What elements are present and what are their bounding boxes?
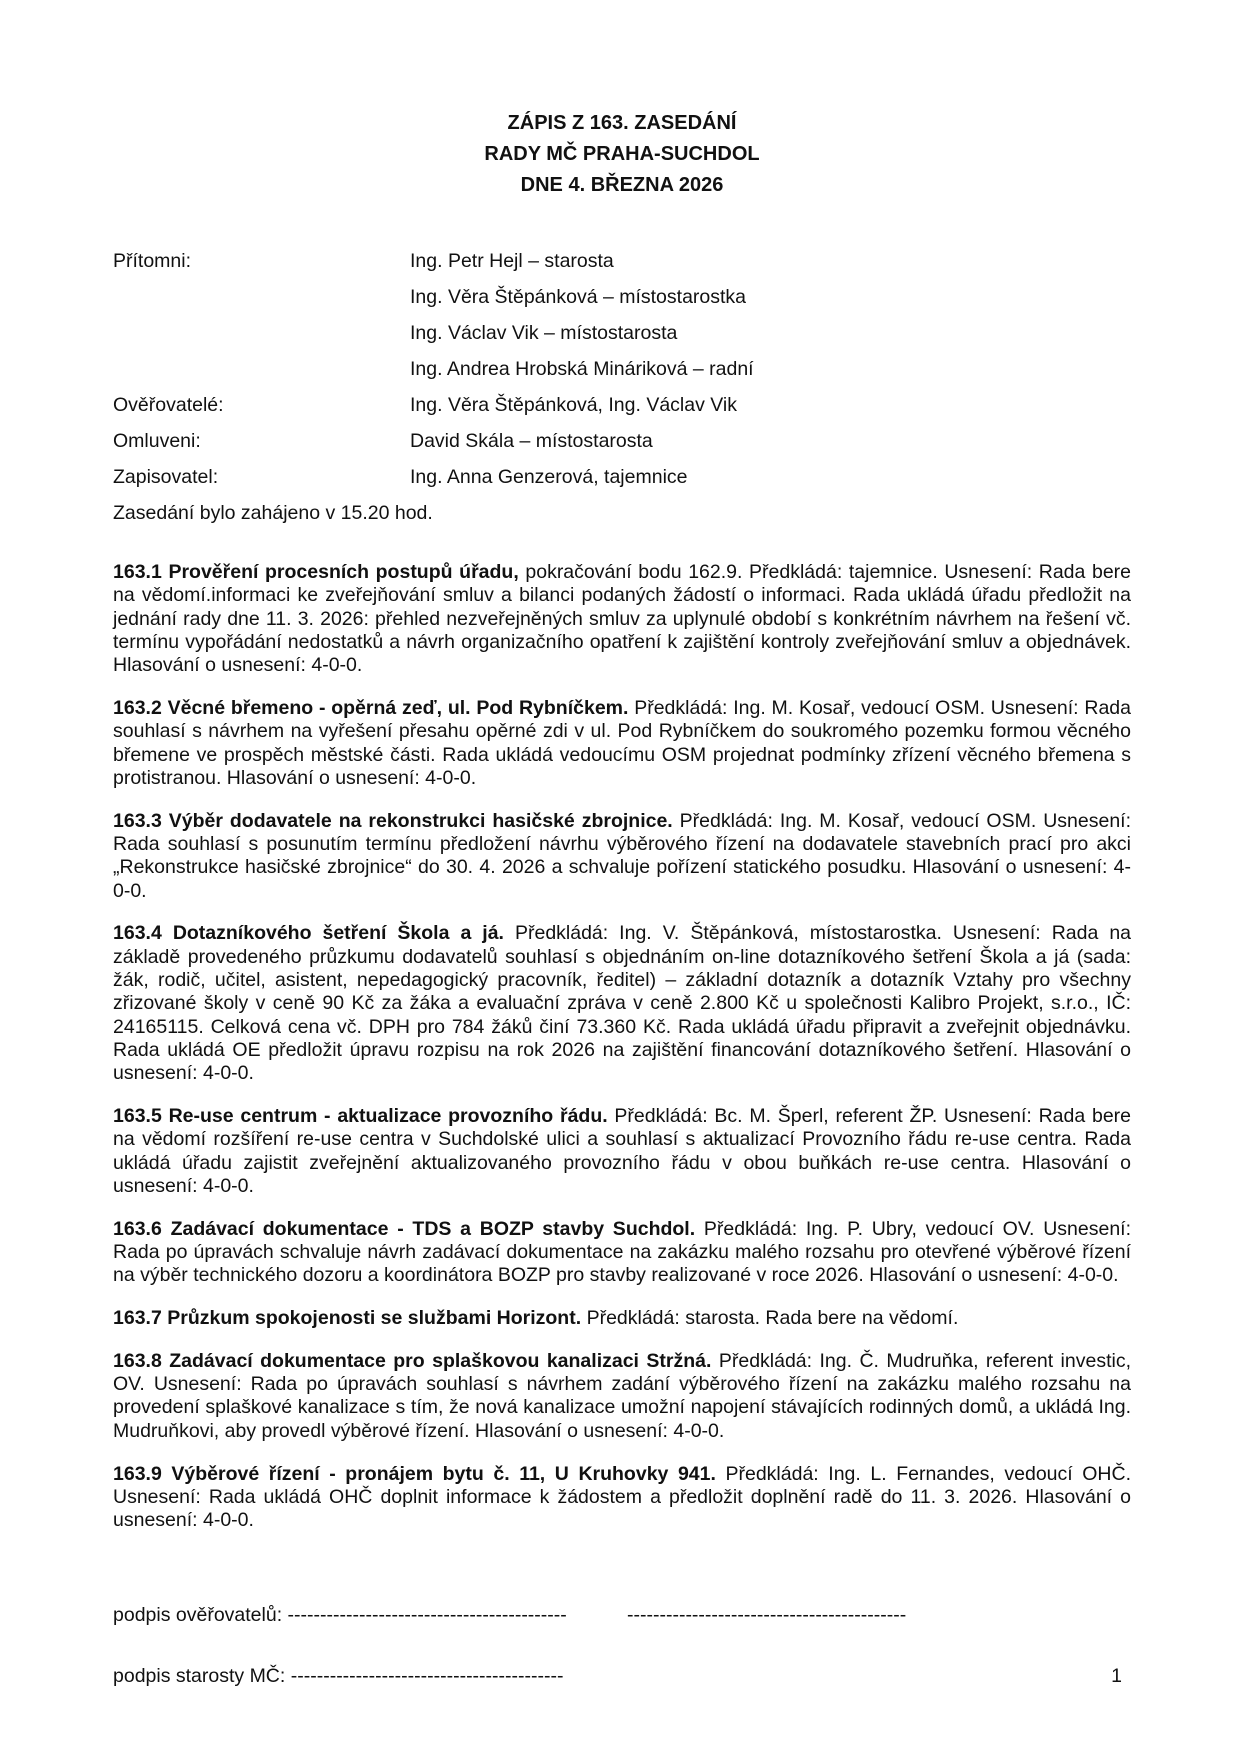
excused-value: David Skála – místostarosta [410,430,653,452]
verifiers-label: Ověřovatelé: [113,394,224,416]
item-number: 163.6 [113,1217,162,1240]
item-body: Předkládá: Ing. V. Štěpánková, místostarostka. Usnesení: Rada na základě provedeného průzkumu dodavatelů souhlasí s objednáním on-line dotazníkového šetření Škola a já (sada: žák, rodič, učitel, asistent, nepedagogický pracovník, ředitel) – základní dotazník a dotazník Vztahy pro všechny zřizované školy v ceně 90 Kč za žáka a evaluační zpráva v ceně 2.800 Kč u společnosti Kalibro Projekt, s.r.o., IČ: 24165115. Celková cena vč. DPH pro 784 žáků činí 73.360 Kč. Rada ukládá úřadu připravit a zveřejnit objednávku. Rada ukládá OE předložit úpravu rozpisu na rok 2026 na zajištění financování dotazníkového šetření. Hlasování o usnesení: 4-0-0. [113,922,1132,1085]
item-heading: Zadávací dokumentace pro splaškovou kanalizaci Stržná. [169,1349,712,1372]
item-body: Předkládá: Ing. M. Kosař, vedoucí OSM. Usnesení: Rada souhlasí s návrhem na vyřešení přesahu opěrné zdi v ul. Pod Rybníčkem do soukromého pozemku formou věcného břemene ve prospěch městské části. Rada ukládá vedoucímu OSM projednat podmínky zřízení věcného břemena s protistranou. Hlasování o usnesení: 4-0-0. [113,696,1131,789]
signature-block [113,1603,1131,1689]
attendance-block [113,243,1131,531]
verifiers-signature-line: ------------------------------------------- [627,1604,907,1626]
item-body: Předkládá: starosta. Rada bere na vědomí. [586,1307,959,1330]
agenda-item [113,1218,1131,1288]
recorder-row [113,459,1131,495]
present-label: Přítomni: [113,250,192,272]
verifiers-signature-label: podpis ověřovatelů: [113,1604,283,1626]
page-number: 1 [1111,1665,1122,1687]
item-body: Předkládá: Ing. P. Ubry, vedoucí OV. Usnesení: Rada po úpravách schvaluje návrh zadávací dokumentace na zakázku malého rozsahu pro otevřené výběrové řízení na výběr technického dozoru a koordinátora BOZP pro stavby realizované v roce 2026. Hlasování o usnesení: 4-0-0. [113,1217,1132,1287]
item-heading: Výběrové řízení - pronájem bytu č. 11, U Kruhovky 941. [171,1462,716,1485]
excused-label: Omluveni: [113,430,201,452]
agenda-item [113,810,1131,903]
agenda-item [113,1463,1131,1533]
agenda-items [113,561,1131,1532]
mayor-signature-line: ------------------------------------------ [290,1665,564,1687]
verifiers-signature-row [113,1603,1131,1628]
recorder-label: Zapisovatel: [113,466,219,488]
agenda-item [113,1105,1131,1198]
agenda-item [113,1350,1131,1443]
verifiers-value: Ing. Věra Štěpánková, Ing. Václav Vik [410,394,738,416]
excused-row [113,423,1131,459]
item-body: Předkládá: Ing. M. Kosař, vedoucí OSM. Usnesení: Rada souhlasí s posunutím termínu předložení návrhu výběrového řízení na dodavatele stavebních prací pro akci „Rekonstrukce hasičské zbrojnice“ do 30. 4. 2026 a schvaluje pořízení statického posudku. Hlasování o usnesení: 4-0-0. [113,809,1131,902]
item-number: 163.4 [113,922,162,945]
item-number: 163.1 [113,561,162,583]
item-body: Předkládá: Ing. Č. Mudruňka, referent investic, OV. Usnesení: Rada po úpravách souhlasí s návrhem zadání výběrového řízení na zakázku malého rozsahu na provedení splaškové kanalizace s tím, že nová kanalizace umožní napojení stávajících rodinných domů, a ukládá Ing. Mudruňkovi, aby provedl výběrové řízení. Hlasování o usnesení: 4-0-0. [113,1349,1132,1442]
item-number: 163.8 [113,1349,162,1372]
mayor-signature-label: podpis starosty MČ: [113,1665,286,1687]
agenda-item [113,922,1131,1085]
item-heading: Re-use centrum - aktualizace provozního řádu. [168,1104,608,1127]
present-member: Ing. Andrea Hrobská Mináriková – radní [410,358,754,380]
item-heading: Dotazníkového šetření Škola a já. [172,922,504,945]
document-page [113,108,1132,1687]
verifiers-signature-line: ------------------------------------------- [287,1604,567,1626]
item-number: 163.9 [113,1462,162,1485]
present-list [410,243,1131,387]
item-heading: Zadávací dokumentace - TDS a BOZP stavby Suchdol. [170,1217,696,1240]
item-number: 163.7 [113,1307,162,1330]
agenda-item [113,1307,1131,1330]
document-title [113,108,1131,201]
item-body: pokračování bodu 162.9. Předkládá: tajemnice. Usnesení: Rada bere na vědomí.informaci ke zveřejňování smluv a bilanci podaných žádostí o informaci. Rada ukládá úřadu předložit na jednání rady dne 11. 3. 2026: přehled nezveřejněných smluv za uplynulé období s konkrétním návrhem na řešení vč. termínu vypořádání nedostatků a návrh organizačního opatření k zajištění kontroly zveřejňování smluv a objednávek. Hlasování o usnesení: 4-0-0. [113,561,1132,677]
item-body: Předkládá: Ing. L. Fernandes, vedoucí OHČ. Usnesení: Rada ukládá OHČ doplnit informace k žádostem a předložit doplnění radě do 11. 3. 2026. Hlasování o usnesení: 4-0-0. [113,1462,1132,1532]
mayor-signature-row [113,1664,1131,1689]
agenda-item [113,697,1131,790]
agenda-item [113,561,1131,677]
item-number: 163.5 [113,1104,162,1127]
verifiers-row [113,387,1131,423]
present-member: Ing. Věra Štěpánková – místostarostka [410,286,747,308]
present-row [113,243,1131,387]
recorder-value: Ing. Anna Genzerová, tajemnice [410,466,688,488]
present-member: Ing. Václav Vik – místostarosta [410,322,678,344]
item-body: Předkládá: Bc. M. Šperl, referent ŽP. Usnesení: Rada bere na vědomí rozšíření re-use centra v Suchdolské ulici a souhlasí s aktualizací Provozního řádu re-use centra. Rada ukládá úřadu zajistit zveřejnění aktualizovaného provozního řádu v obou buňkách re-use centra. Hlasování o usnesení: 4-0-0. [113,1104,1131,1197]
item-heading: Průzkum spokojenosti se službami Horizont. [167,1307,582,1330]
item-heading: Výběr dodavatele na rekonstrukci hasičské zbrojnice. [168,809,673,832]
item-number: 163.2 [113,696,162,719]
item-heading: Věcné břemeno - opěrná zeď, ul. Pod Rybníčkem. [167,696,629,719]
title-line-3: DNE 4. BŘEZNA 2026 [520,174,724,196]
item-heading: Prověření procesních postupů úřadu, [168,561,519,583]
opening-time: Zasedání bylo zahájeno v 15.20 hod. [113,502,433,524]
title-line-1: ZÁPIS Z 163. ZASEDÁNÍ [507,112,737,134]
title-line-2: RADY MČ PRAHA-SUCHDOL [484,143,760,165]
present-member: Ing. Petr Hejl – starosta [410,250,614,272]
item-number: 163.3 [113,809,162,832]
